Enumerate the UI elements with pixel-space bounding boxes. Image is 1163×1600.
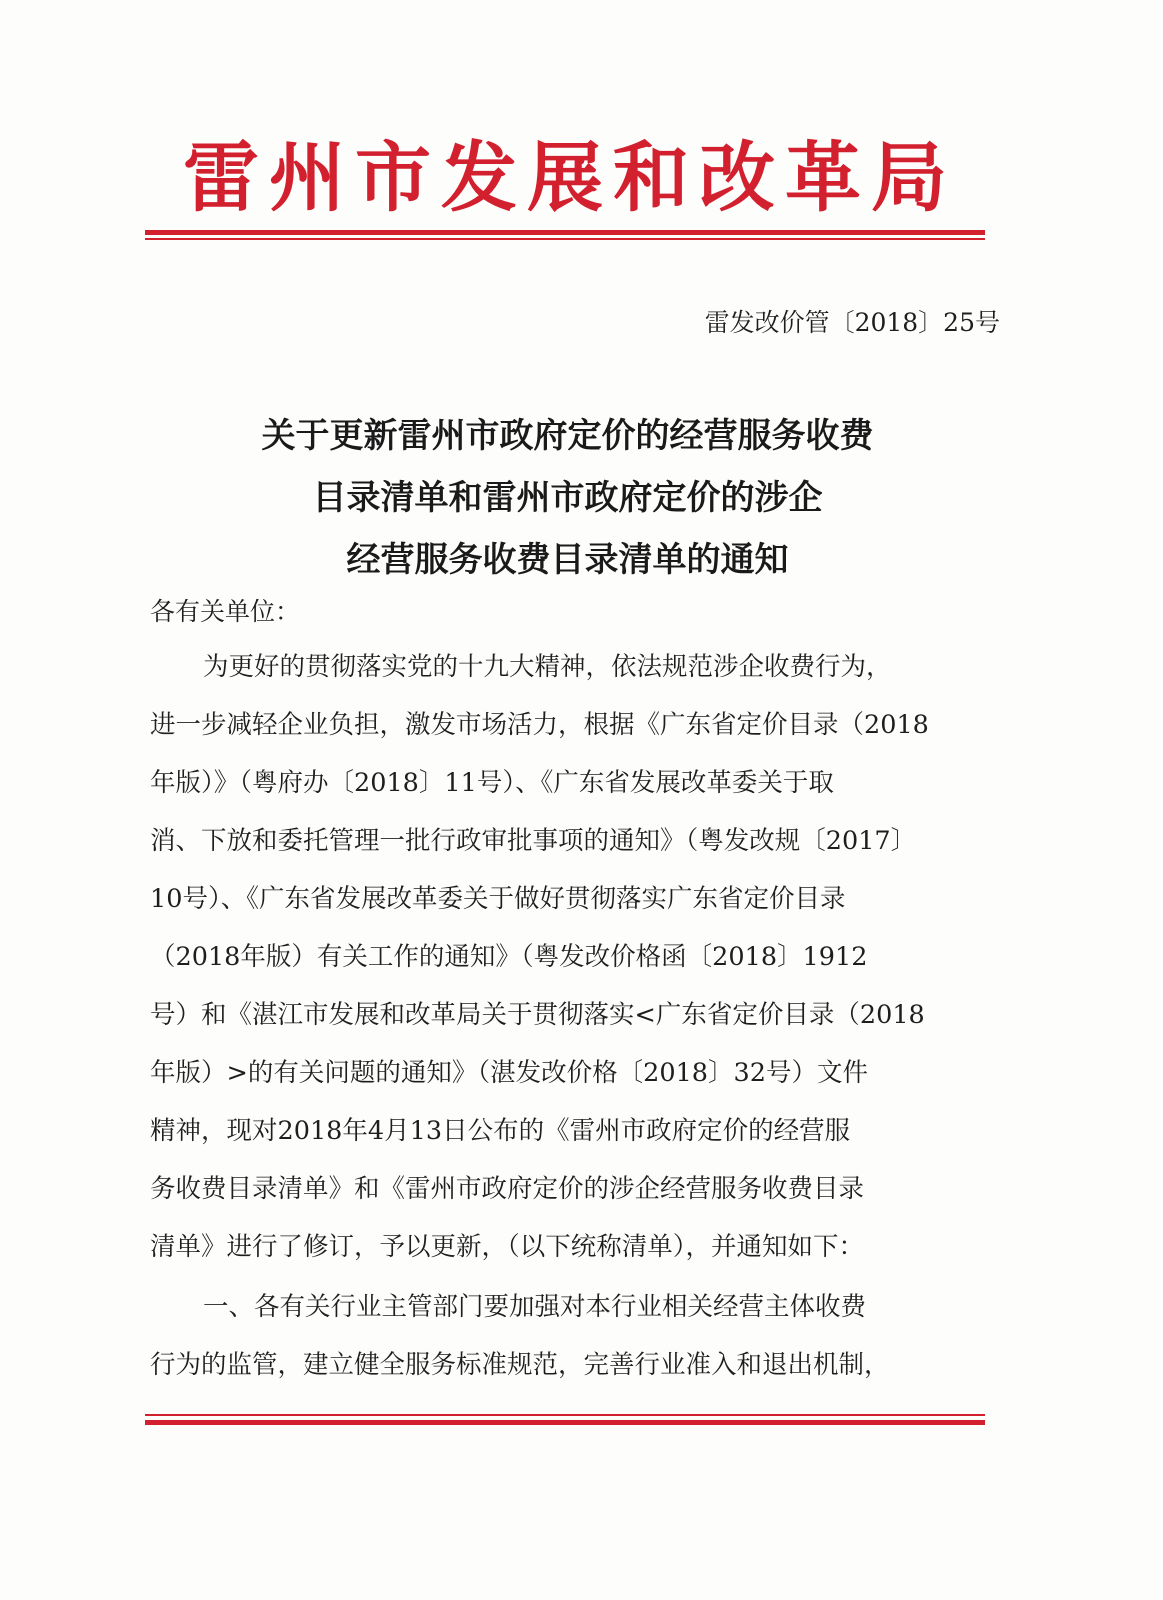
body-line: 精神，现对2018年4月13日公布的《雷州市政府定价的经营服 [150,1116,851,1146]
document-number: 雷发改价管〔2018〕25号 [704,308,1000,337]
body-line: 10号）、《广东省发展改革委关于做好贯彻落实广东省定价目录 [150,884,846,914]
body-line: 务收费目录清单》和《雷州市政府定价的涉企经营服务收费目录 [150,1174,865,1204]
document-title-line: 经营服务收费目录清单的通知 [346,540,789,580]
document-title [150,405,985,591]
footer-rule-thick [145,1420,985,1425]
document-title-line: 关于更新雷州市政府定价的经营服务收费 [261,416,874,456]
document-title-line: 目录清单和雷州市政府定价的涉企 [312,478,823,518]
body-line: 进一步减轻企业负担，激发市场活力，根据《广东省定价目录（2018 [150,710,929,740]
body-line: 行为的监管，建立健全服务标准规范，完善行业准入和退出机制， [150,1350,890,1380]
body-line: 清单》进行了修订，予以更新，（以下统称清单），并通知如下： [150,1232,865,1262]
salutation: 各有关单位： [150,597,301,626]
body-line: 年版）>的有关问题的通知》（湛发改价格〔2018〕32号）文件 [150,1058,868,1088]
body-line: 号）和《湛江市发展和改革局关于贯彻落实<广东省定价目录（2018 [150,1000,925,1030]
body-line: （2018年版）有关工作的通知》（粤发改价格函〔2018〕1912 [150,942,868,972]
agency-letterhead-title: 雷州市发展和改革局 [183,133,957,222]
footer-rule-thin [145,1414,985,1416]
body-line: 年版）》（粤府办〔2018〕11号）、《广东省发展改革委关于取 [150,768,834,798]
body-line: 消、下放和委托管理一批行政审批事项的通知》（粤发改规〔2017〕 [150,826,917,856]
letterhead-rule-thick [145,230,985,235]
body-line: 一、各有关行业主管部门要加强对本行业相关经营主体收费 [203,1292,867,1322]
body-line: 为更好的贯彻落实党的十九大精神，依法规范涉企收费行为， [203,652,892,682]
letterhead-rule-thin [145,238,985,240]
